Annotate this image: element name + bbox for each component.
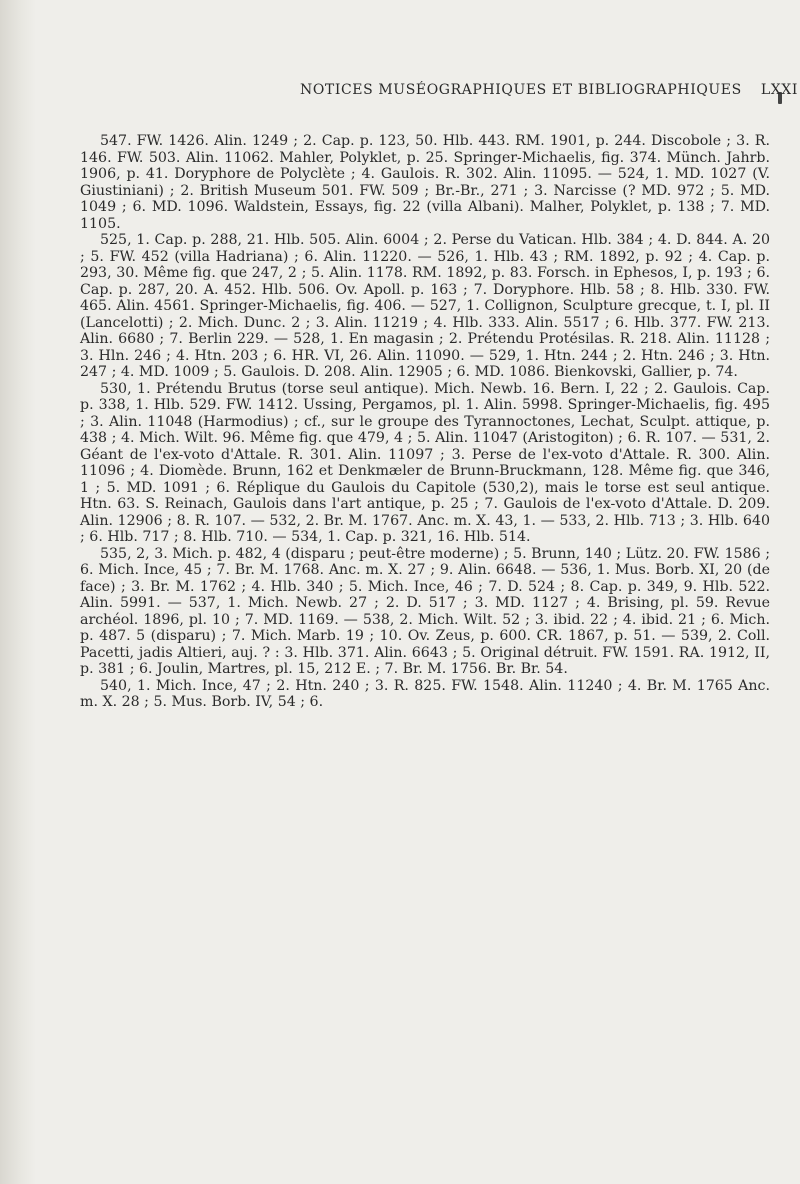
header-title: NOTICES MUSÉOGRAPHIQUES ET BIBLIOGRAPHIQUES <box>300 82 742 98</box>
paragraph-525: 525, 1. Cap. p. 288, 21. Hlb. 505. Alin. 6004 ; 2. Perse du Vatican. Hlb. 384 ; 4. D. 844. A. 20 ; 5. FW. 452 (villa Hadriana) ; 6. Alin. 11220. — 526, 1. Hlb. 43 ; RM. 1892, p. 92 ; 4. Cap. p. 293, 30. Même fig. que 247, 2 ; 5. Alin. 1178. RM. 1892, p. 83. Forsch. in Ephesos, I, p. 193 ; 6. Cap. p. 287, 20. A. 452. Hlb. 506. Ov. Apoll. p. 163 ; 7. Doryphore. Hlb. 58 ; 8. Hlb. 330. FW. 465. Alin. 4561. Springer-Michaelis, fig. 406. — 527, 1. Collignon, Sculpture grecque, t. I, pl. II (Lancelotti) ; 2. Mich. Dunc. 2 ; 3. Alin. 11219 ; 4. Hlb. 333. Alin. 5517 ; 6. Hlb. 377. FW. 213. Alin. 6680 ; 7. Berlin 229. — 528, 1. En magasin ; 2. Prétendu Protésilas. R. 218. Alin. 11128 ; 3. Hln. 246 ; 4. Htn. 203 ; 6. HR. VI, 26. Alin. 11090. — 529, 1. Htn. 244 ; 2. Htn. 246 ; 3. Htn. 247 ; 4. MD. 1009 ; 5. Gaulois. D. 208. Alin. 12905 ; 6. MD. 1086. Bienkovski, Gallier, p. 74. <box>80 232 770 380</box>
page-number: LXXI <box>760 82 798 98</box>
notice-text <box>80 133 770 711</box>
paragraph-540: 540, 1. Mich. Ince, 47 ; 2. Htn. 240 ; 3. R. 825. FW. 1548. Alin. 11240 ; 4. Br. M. 1765 Anc. m. X. 28 ; 5. Mus. Borb. IV, 54 ; 6. <box>80 677 770 710</box>
page-gutter-shadow <box>0 0 36 1184</box>
paragraph-547: 547. FW. 1426. Alin. 1249 ; 2. Cap. p. 123, 50. Hlb. 443. RM. 1901, p. 244. Discobole ; 3. R. 146. FW. 503. Alin. 11062. Mahler, Polyklet, p. 25. Springer-Michaelis, fig. 374. Münch. Jahrb. 1906, p. 41. Doryphore de Polyclète ; 4. Gaulois. R. 302. Alin. 11095. — 524, 1. MD. 1027 (V. Giustiniani) ; 2. British Museum 501. FW. 509 ; Br.-Br., 271 ; 3. Narcisse (? MD. 972 ; 5. MD. 1049 ; 6. MD. 1096. Waldstein, Essays, fig. 22 (villa Albani). Malher, Polyklet, p. 138 ; 7. MD. 1105. <box>80 133 770 232</box>
paragraph-535: 535, 2, 3. Mich. p. 482, 4 (disparu ; peut-être moderne) ; 5. Brunn, 140 ; Lütz. 20. FW. 1586 ; 6. Mich. Ince, 45 ; 7. Br. M. 1768. Anc. m. X. 27 ; 9. Alin. 6648. — 536, 1. Mus. Borb. XI, 20 (de face) ; 3. Br. M. 1762 ; 4. Hlb. 340 ; 5. Mich. Ince, 46 ; 7. D. 524 ; 8. Cap. p. 349, 9. Hlb. 522. Alin. 5991. — 537, 1. Mich. Newb. 27 ; 2. D. 517 ; 3. MD. 1127 ; 4. Brising, pl. 59. Revue archéol. 1896, pl. 10 ; 7. MD. 1169. — 538, 2. Mich. Wilt. 52 ; 3. ibid. 22 ; 4. ibid. 21 ; 6. Mich. p. 487. 5 (disparu) ; 7. Mich. Marb. 19 ; 10. Ov. Zeus, p. 600. CR. 1867, p. 51. — 539, 2. Coll. Pacetti, jadis Altieri, auj. ? : 3. Hlb. 371. Alin. 6643 ; 5. Original détruit. FW. 1591. RA. 1912, II, p. 381 ; 6. Joulin, Martres, pl. 15, 212 E. ; 7. Br. M. 1756. Br. Br. 54. <box>80 545 770 677</box>
paragraph-530: 530, 1. Prétendu Brutus (torse seul antique). Mich. Newb. 16. Bern. I, 22 ; 2. Gaulois. Cap. p. 338, 1. Hlb. 529. FW. 1412. Ussing, Pergamos, pl. 1. Alin. 5998. Springer-Michaelis, fig. 495 ; 3. Alin. 11048 (Harmodius) ; cf., sur le groupe des Tyrannoctones, Lechat, Sculpt. attique, p. 438 ; 4. Mich. Wilt. 96. Même fig. que 479, 4 ; 5. Alin. 11047 (Aristogiton) ; 6. R. 107. — 531, 2. Géant de l'ex-voto d'Attale. R. 301. Alin. 11097 ; 3. Perse de l'ex-voto d'Attale. R. 300. Alin. 11096 ; 4. Diomède. Brunn, 162 et Denkmæler de Brunn-Bruckmann, 128. Même fig. que 346, 1 ; 5. MD. 1091 ; 6. Réplique du Gaulois du Capitole (530,2), mais le torse est seul antique. Htn. 63. S. Reinach, Gaulois dans l'art antique, p. 25 ; 7. Gaulois de l'ex-voto d'Attale. D. 209. Alin. 12906 ; 8. R. 107. — 532, 2. Br. M. 1767. Anc. m. X. 43, 1. — 533, 2. Hlb. 713 ; 3. Hlb. 640 ; 6. Hlb. 717 ; 8. Hlb. 710. — 534, 1. Cap. p. 321, 16. Hlb. 514. <box>80 380 770 545</box>
